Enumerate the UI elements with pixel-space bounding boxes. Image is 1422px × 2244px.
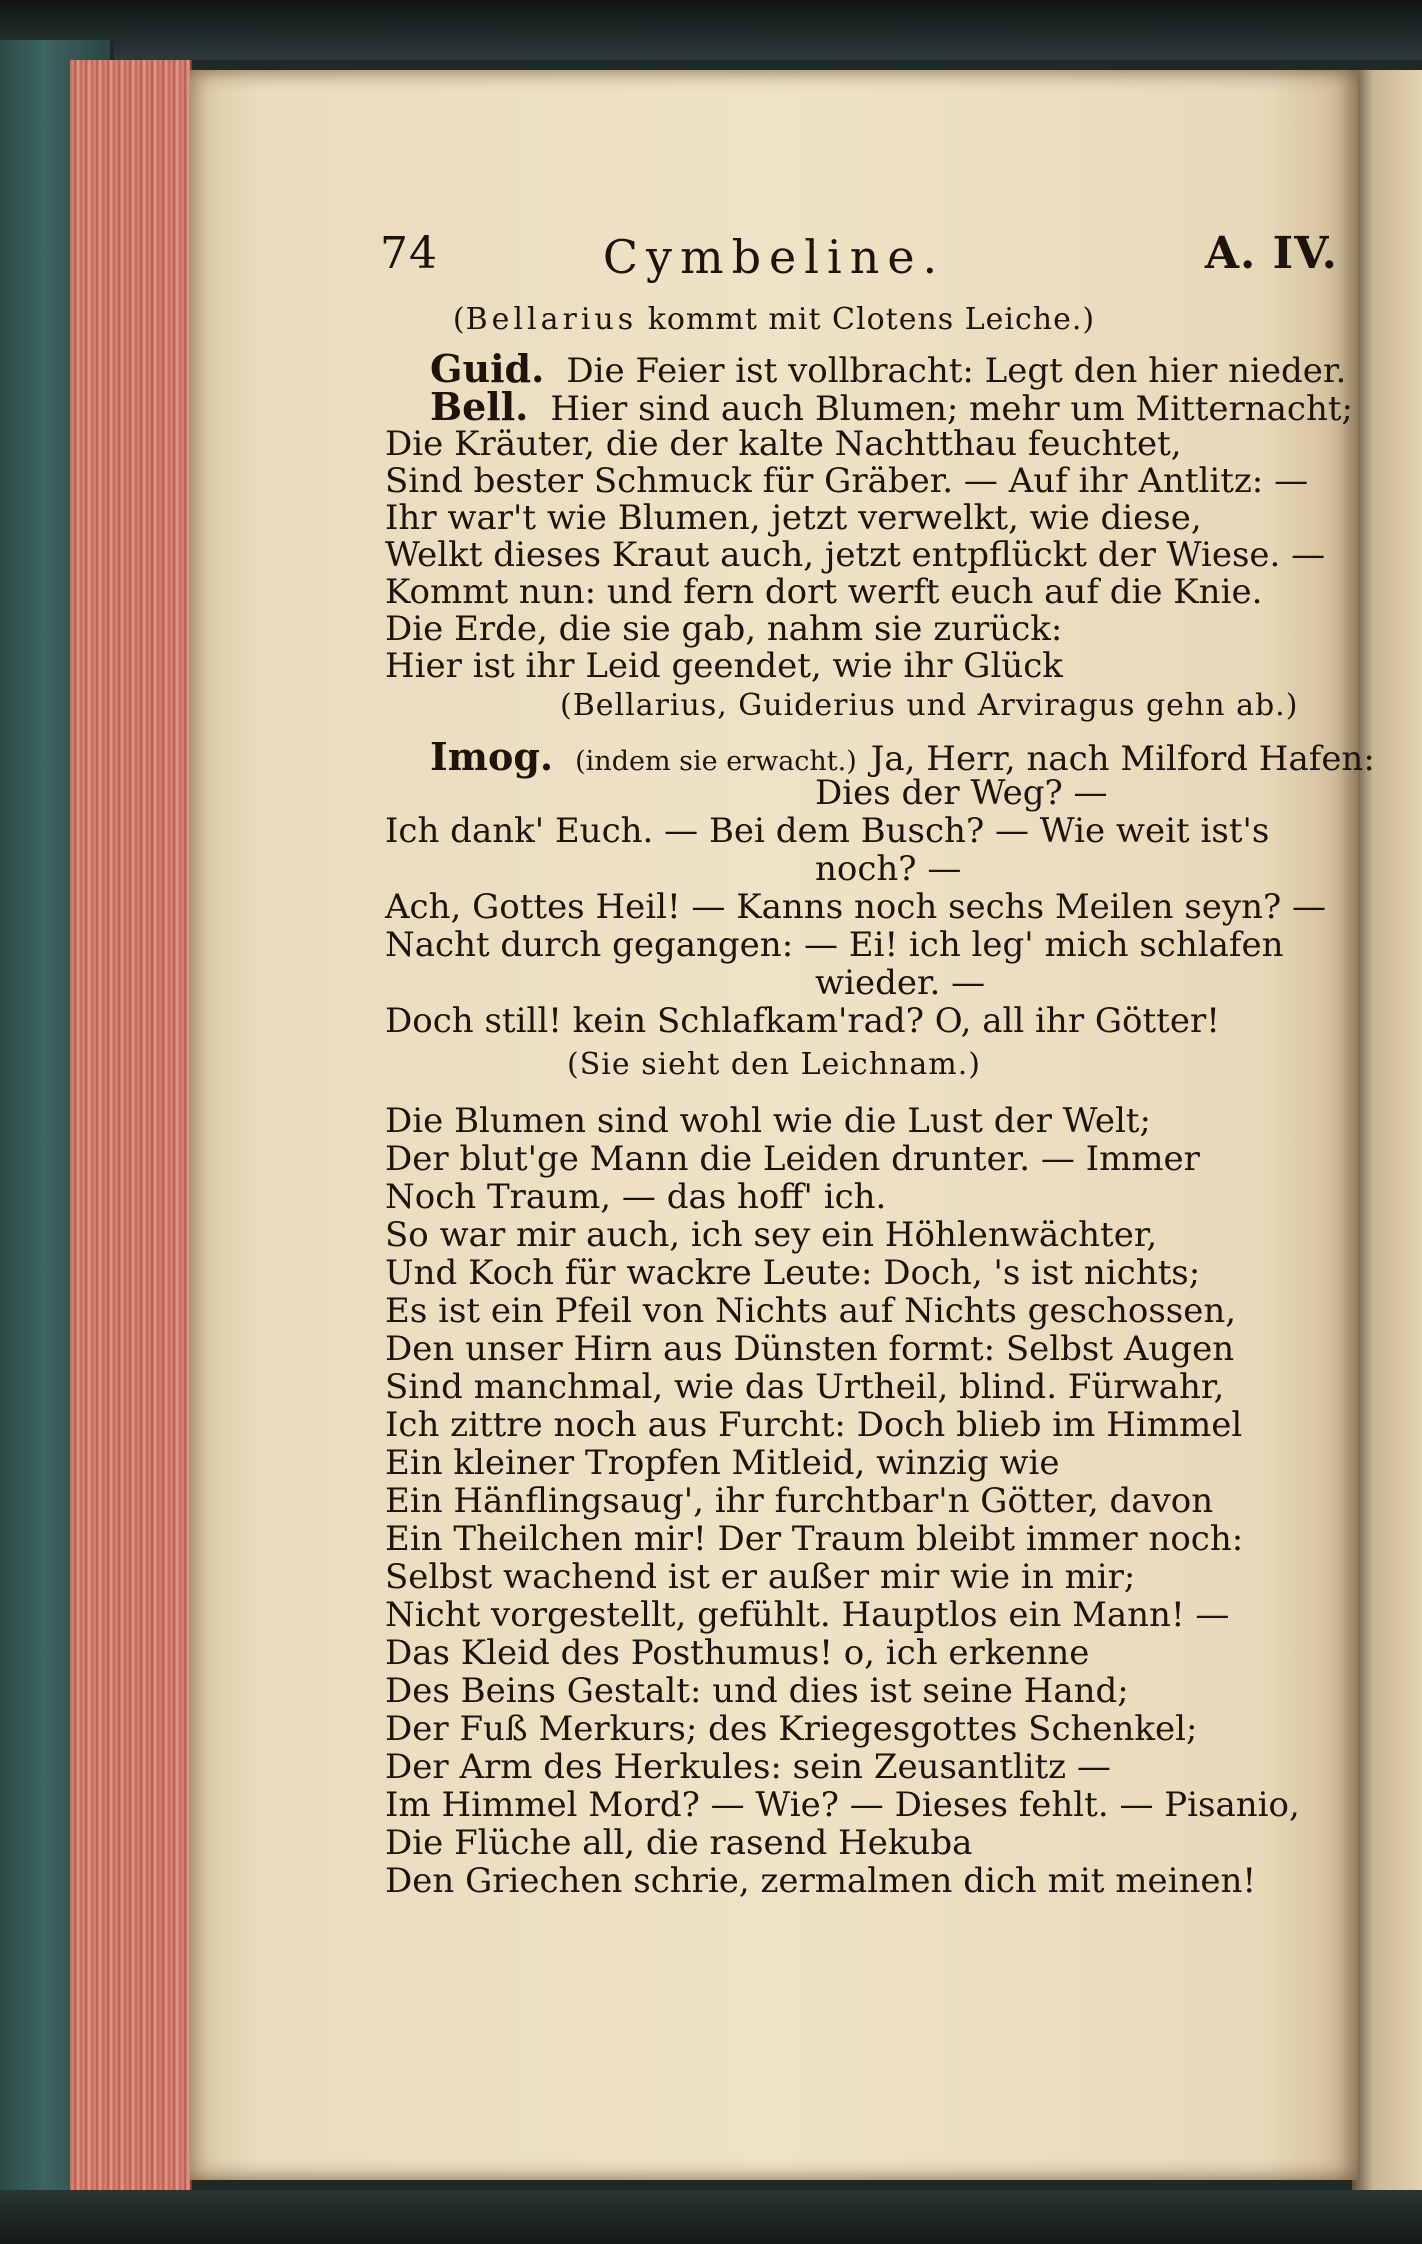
verse-line: Und Koch für wackre Leute: Doch, 's ist nichts; [385,1253,1201,1293]
verse-line: Ein Theilchen mir! Der Traum bleibt immer noch: [385,1519,1244,1559]
verse-line [430,346,1347,391]
verse-line: Im Himmel Mord? — Wie? — Dieses fehlt. — Pisanio, [385,1785,1300,1825]
stage-direction: (Sie sieht den Leichnam.) [567,1047,981,1082]
act-number: A. IV. [1204,228,1338,279]
verse-line [430,734,1375,779]
stage-direction [190,302,1358,337]
verse-line: So war mir auch, ich sey ein Höhlenwächter, [385,1215,1158,1255]
verse-line: Selbst wachend ist er außer mir wie in mir; [385,1557,1136,1597]
verse-line: Die Kräuter, die der kalte Nachtthau feuchtet, [385,424,1182,464]
verse-line: Ach, Gottes Heil! — Kanns noch sechs Meilen seyn? — [385,887,1327,927]
verse-line: Ihr war't wie Blumen, jetzt verwelkt, wie diese, [385,498,1202,538]
verse-line: Ein kleiner Tropfen Mitleid, winzig wie [385,1443,1060,1483]
page-text [190,70,1375,2180]
speaker-name: Bell. [430,384,529,429]
verse-line: Hier ist ihr Leid geendet, wie ihr Glück [385,646,1063,686]
page-number: 74 [380,228,438,279]
verse-line: Nicht vorgestellt, gefühlt. Hauptlos ein Mann! — [385,1595,1230,1635]
stage-text: (indem sie erwacht.) [575,746,857,777]
verse-line [430,384,1353,429]
next-page-edge [1352,70,1422,2190]
verse-line: Welkt dieses Kraut auch, jetzt entpflückt der Wiese. — [385,535,1326,575]
verse-line: Des Beins Gestalt: und dies ist seine Hand; [385,1671,1129,1711]
running-title: Cymbeline. [602,230,946,284]
verse-line: Noch Traum, — das hoff' ich. [385,1177,887,1217]
speaker-name: Guid. [430,346,545,391]
verse-line: Die Flüche all, die rasend Hekuba [385,1823,973,1863]
verse-line: Nacht durch gegangen: — Ei! ich leg' mich schlafen [385,925,1284,965]
verse-line: Dies der Weg? — [815,773,1108,813]
cover-bottom-edge [0,2190,1422,2244]
verse-line: Das Kleid des Posthumus! o, ich erkenne [385,1633,1090,1673]
verse-line: Den Griechen schrie, zermalmen dich mit meinen! [385,1861,1257,1901]
verse-line: Es ist ein Pfeil von Nichts auf Nichts geschossen, [385,1291,1237,1331]
verse-line: Ich zittre noch aus Furcht: Doch blieb im Himmel [385,1405,1243,1445]
verse-line: Ich dank' Euch. — Bei dem Busch? — Wie weit ist's [385,811,1270,851]
verse-line: Kommt nun: und fern dort werft euch auf die Knie. [385,572,1263,612]
verse-line: Der Fuß Merkurs; des Kriegesgottes Schenkel; [385,1709,1198,1749]
character-name: Bellarius [465,302,638,337]
verse-line: Der blut'ge Mann die Leiden drunter. — Immer [385,1139,1200,1179]
verse-line: Sind bester Schmuck für Gräber. — Auf ihr Antlitz: — [385,461,1309,501]
paren: ( [452,302,466,337]
verse-text: Hier sind auch Blumen; mehr um Mitternacht; [550,389,1353,429]
verse-line: Sind manchmal, wie das Urtheil, blind. Fürwahr, [385,1367,1225,1407]
page-edges [70,60,192,2200]
verse-line: Ein Hänflingsaug', ihr furchtbar'n Götter, davon [385,1481,1214,1521]
verse-line: noch? — [815,849,962,889]
stage-direction: (Bellarius, Guiderius und Arviragus gehn ab.) [560,688,1299,723]
verse-line: wieder. — [815,963,986,1003]
book-page [190,70,1375,2180]
cover-top-edge [0,0,1422,60]
verse-text: Die Feier ist vollbracht: Legt den hier nieder. [566,351,1347,391]
verse-text: Ja, Herr, nach Milford Hafen: [870,739,1375,779]
stage-text: kommt mit Clotens Leiche.) [647,302,1096,337]
verse-line: Die Blumen sind wohl wie die Lust der Welt; [385,1101,1151,1141]
verse-line: Den unser Hirn aus Dünsten formt: Selbst Augen [385,1329,1235,1369]
speaker-name: Imog. [430,734,554,779]
verse-line: Doch still! kein Schlafkam'rad? O, all ihr Götter! [385,1001,1220,1041]
verse-line: Der Arm des Herkules: sein Zeusantlitz — [385,1747,1111,1787]
verse-line: Die Erde, die sie gab, nahm sie zurück: [385,609,1063,649]
